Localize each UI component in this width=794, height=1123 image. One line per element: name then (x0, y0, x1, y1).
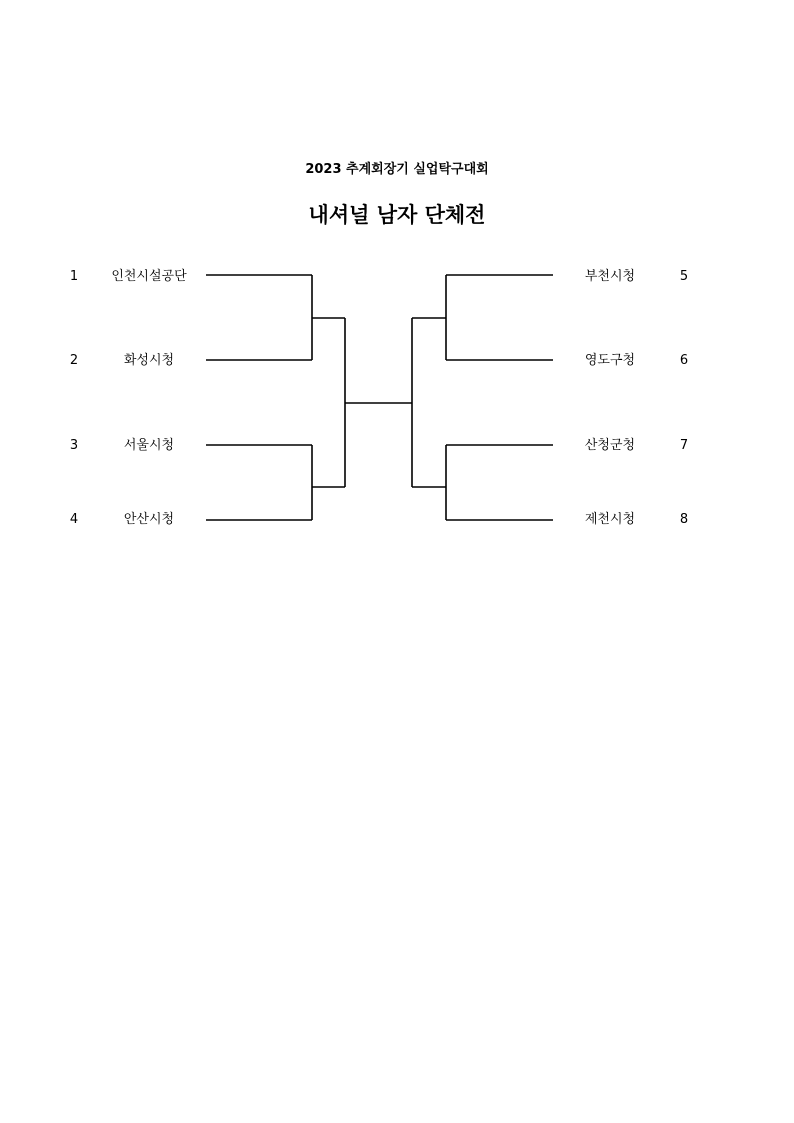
team-name: 서울시청 (123, 438, 175, 453)
seed-number: 6 (679, 353, 689, 368)
seed-number: 7 (679, 438, 689, 453)
team-name: 인천시설공단 (111, 269, 187, 284)
team-name: 산청군청 (584, 438, 636, 453)
tournament-subtitle: 2023 추계회장기 실업탁구대회 (305, 162, 489, 177)
team-name: 영도구청 (584, 353, 636, 368)
seed-number: 4 (69, 512, 79, 527)
seed-number: 2 (69, 353, 79, 368)
team-name: 화성시청 (123, 353, 175, 368)
seed-number: 3 (69, 438, 79, 453)
event-title: 내셔널 남자 단체전 (308, 203, 486, 227)
team-name: 안산시청 (123, 512, 175, 527)
seed-number: 1 (69, 269, 79, 284)
seed-number: 5 (679, 269, 689, 284)
seed-number: 8 (679, 512, 689, 527)
team-name: 부천시청 (584, 269, 636, 284)
team-name: 제천시청 (584, 512, 636, 527)
